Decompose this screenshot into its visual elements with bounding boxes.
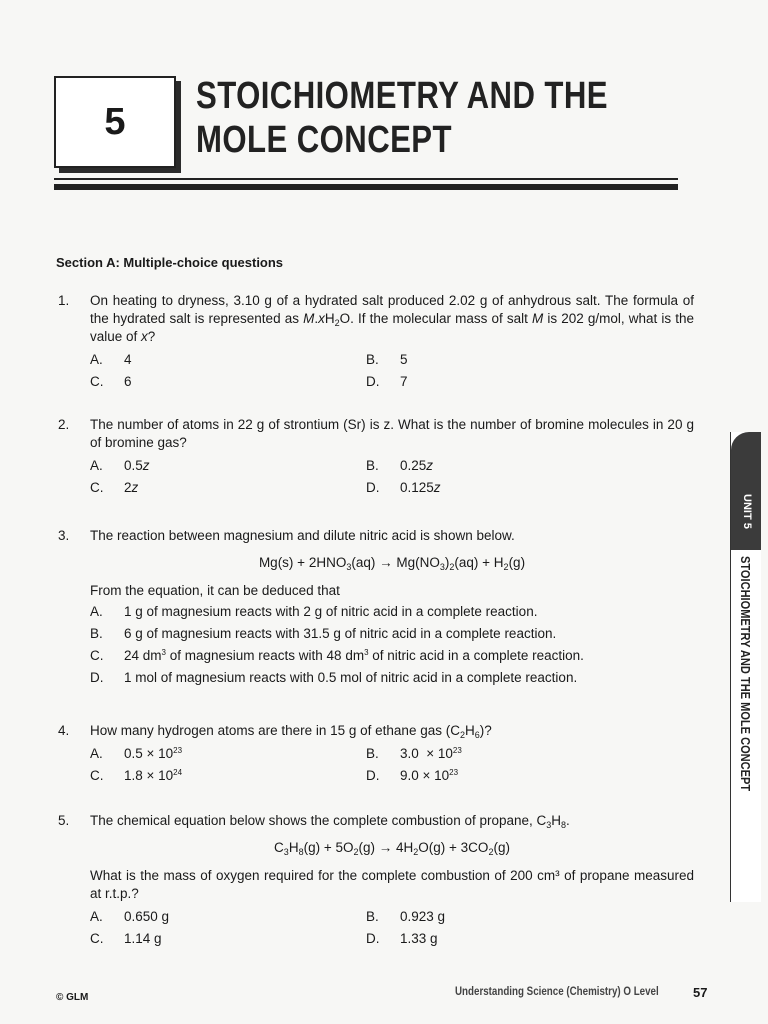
options	[90, 351, 694, 391]
unit-label: UNIT 5	[741, 494, 753, 529]
options	[90, 908, 694, 948]
question-stem: The number of atoms in 22 g of strontium (Sr) is z. What is the number of bromine molecules in 20 g of bromine gas?	[90, 417, 694, 450]
options	[90, 603, 694, 687]
option-b: B. 0.25z	[366, 458, 434, 473]
question-number: 2.	[58, 417, 70, 432]
option-d: D. 1 mol of magnesium reacts with 0.5 mol of nitric acid in a complete reaction.	[90, 670, 578, 685]
option-b: B. 0.923 g	[366, 909, 446, 924]
question-5	[58, 812, 694, 948]
chapter-title	[196, 74, 608, 162]
question-lead: From the equation, it can be deduced that	[90, 583, 340, 598]
option-b: B. 6 g of magnesium reacts with 31.5 g of nitric acid in a complete reaction.	[90, 626, 557, 641]
option-c: C. 2z	[90, 480, 139, 495]
question-1	[58, 292, 694, 391]
question-number: 4.	[58, 723, 70, 738]
page-number: 57	[693, 985, 708, 1000]
question-lead: What is the mass of oxygen required for the complete combustion of 200 cm³ of propane measured at r.t.p.?	[90, 868, 694, 901]
option-a: A. 0.5z	[90, 458, 150, 473]
option-b: B. $3.0 \times 10^{23}$	[366, 746, 462, 761]
question-2	[58, 416, 694, 497]
unit-side-tab	[730, 432, 761, 902]
option-a: A. 0.650 g	[90, 909, 170, 924]
option-a: A. 1 g of magnesium reacts with 2 g of nitric acid in a complete reaction.	[90, 604, 538, 619]
unit-tab-head	[731, 432, 761, 550]
chemical-equation: $Mg(s) + 2HNO_3(aq) \to Mg(NO_3)_2(aq) + H_2(g)$	[258, 555, 526, 572]
option-d: D. 7	[366, 374, 408, 389]
chapter-title-line-1: STOICHIOMETRY AND THE	[196, 75, 608, 117]
option-c: C. $1.8 \times 10^{24}$	[90, 768, 183, 783]
option-b: B. 5	[366, 352, 408, 367]
section-title: Section A: Multiple-choice questions	[56, 255, 284, 270]
option-d: D. $9.0 \times 10^{23}$	[366, 768, 459, 783]
chapter-number-box	[54, 76, 176, 168]
question-3	[58, 527, 694, 691]
chemical-equation: $C_3H_8(g) + 5O_2(g) \to 4H_2O(g) + 3CO_2(g)$	[274, 840, 510, 857]
chapter-number: 5	[104, 100, 126, 143]
question-number: 3.	[58, 528, 70, 543]
chapter-title-line-2: MOLE CONCEPT	[196, 119, 452, 161]
footer-copyright: © GLM	[56, 992, 89, 1003]
option-c: C. 1.14 g	[90, 931, 162, 946]
option-c: C. 6	[90, 374, 132, 389]
question-stem: On heating to dryness, 3.10 g of a hydrated salt produced 2.02 g of anhydrous salt. The formula of the hydrated salt is represented as $M.xH_2O$. If the molecular mass of salt M is 202 g/mol, what is the value of x?	[90, 293, 694, 344]
question-stem: The reaction between magnesium and dilute nitric acid is shown below.	[90, 528, 515, 543]
title-rule-thick	[54, 184, 678, 190]
footer-book-title: Understanding Science (Chemistry) O Level	[455, 986, 659, 998]
question-stem: How many hydrogen atoms are there in 15 g of ethane gas $(C_2H_6)$?	[90, 723, 492, 740]
question-number: 1.	[58, 293, 70, 308]
option-d: D. 0.125z	[366, 480, 441, 495]
options	[90, 745, 694, 785]
option-c: C. 24 $dm^3$ of magnesium reacts with 48 $dm^3$ of nitric acid in a complete reaction.	[90, 648, 584, 663]
unit-tab-title: STOICHIOMETRY AND THE MOLE CONCEPT	[738, 556, 753, 792]
title-rule-thin	[54, 178, 678, 180]
question-4	[58, 722, 694, 785]
question-number: 5.	[58, 813, 70, 828]
options	[90, 457, 694, 497]
option-a: A. $0.5 \times 10^{23}$	[90, 746, 183, 761]
option-a: A. 4	[90, 352, 132, 367]
question-stem: The chemical equation below shows the complete combustion of propane, $C_3H_8$.	[90, 813, 570, 830]
option-d: D. 1.33 g	[366, 931, 438, 946]
